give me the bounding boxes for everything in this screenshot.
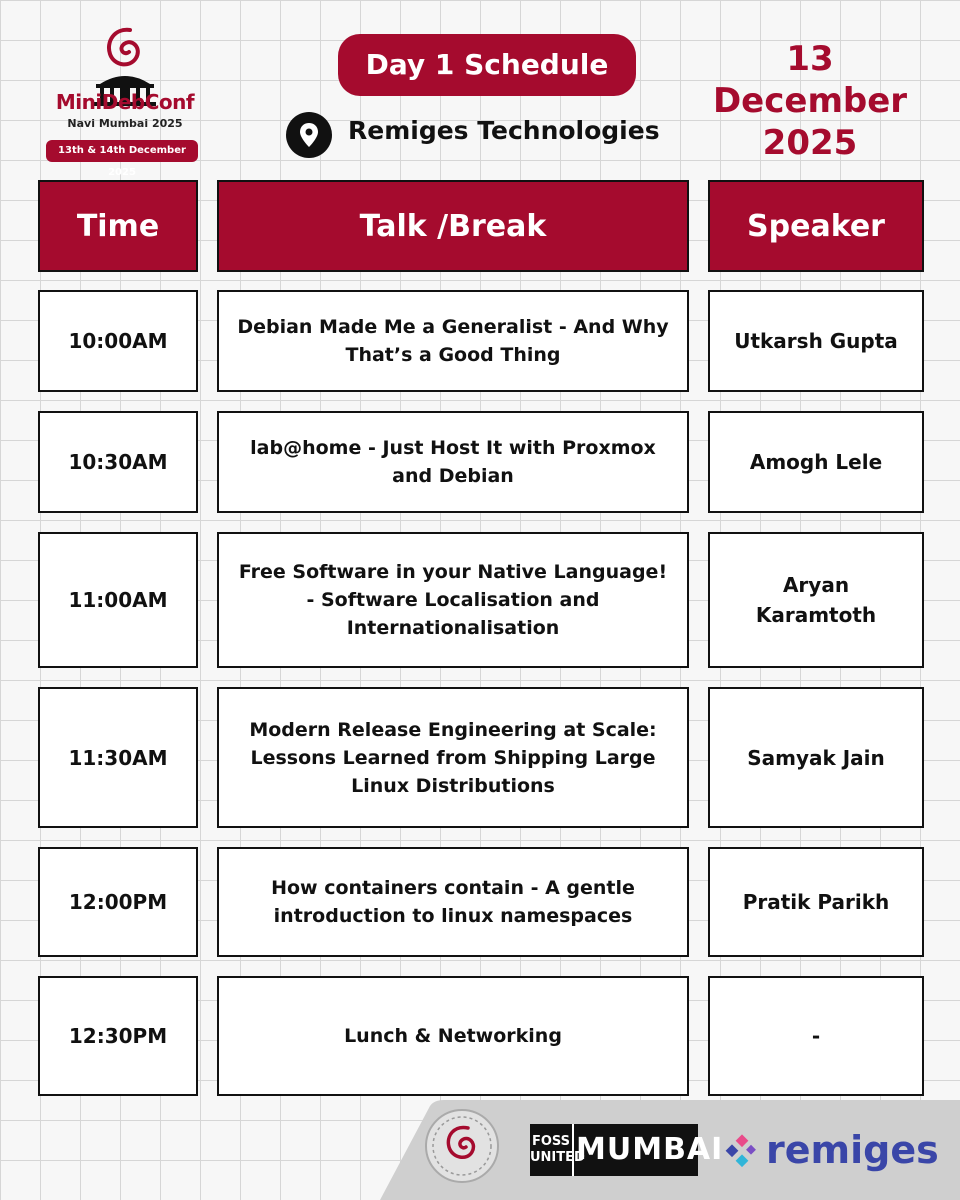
venue-name: Remiges Technologies <box>348 116 660 145</box>
header-talk: Talk /Break <box>217 180 689 272</box>
row-4-talk: Modern Release Engineering at Scale: Lessons Learned from Shipping Large Linux Distributions <box>217 687 689 828</box>
header-time: Time <box>38 180 198 272</box>
event-date-line2: 2025 <box>762 123 858 163</box>
row-1-time: 10:00AM <box>38 290 198 392</box>
foss-united-label: FOSS UNITED <box>530 1124 574 1176</box>
event-date-line1: 13 December <box>712 39 908 121</box>
remiges-wordmark: remiges <box>766 1128 939 1172</box>
row-3-talk: Free Software in your Native Language! - Software Localisation and Internationalisation <box>217 532 689 668</box>
row-5-time: 12:00PM <box>38 847 198 957</box>
row-6-talk: Lunch & Networking <box>217 976 689 1096</box>
header-speaker: Speaker <box>708 180 924 272</box>
foss-united-mumbai-logo <box>530 1124 724 1176</box>
row-5-talk: How containers contain - A gentle introduction to linux namespaces <box>217 847 689 957</box>
row-2-time: 10:30AM <box>38 411 198 513</box>
debian-badge-icon <box>424 1108 500 1184</box>
remiges-logo-icon <box>724 1134 760 1170</box>
schedule-title-pill: Day 1 Schedule <box>338 34 636 96</box>
row-2-talk: lab@home - Just Host It with Proxmox and Debian <box>217 411 689 513</box>
row-3-speaker: Aryan Karamtoth <box>708 532 924 668</box>
row-6-speaker: - <box>708 976 924 1096</box>
row-4-speaker: Samyak Jain <box>708 687 924 828</box>
row-4-time: 11:30AM <box>38 687 198 828</box>
row-5-speaker: Pratik Parikh <box>708 847 924 957</box>
event-date <box>690 38 930 164</box>
row-1-talk: Debian Made Me a Generalist - And Why That’s a Good Thing <box>217 290 689 392</box>
minidebconf-logo <box>40 22 210 178</box>
row-3-time: 11:00AM <box>38 532 198 668</box>
mumbai-label: MUMBAI <box>576 1132 724 1167</box>
row-2-speaker: Amogh Lele <box>708 411 924 513</box>
logo-subtitle: Navi Mumbai 2025 <box>67 117 183 130</box>
location-pin-icon <box>286 112 332 158</box>
logo-dates: 13th & 14th December 2025 <box>46 140 198 162</box>
row-6-time: 12:30PM <box>38 976 198 1096</box>
row-1-speaker: Utkarsh Gupta <box>708 290 924 392</box>
logo-title: MiniDebConf <box>55 90 195 114</box>
